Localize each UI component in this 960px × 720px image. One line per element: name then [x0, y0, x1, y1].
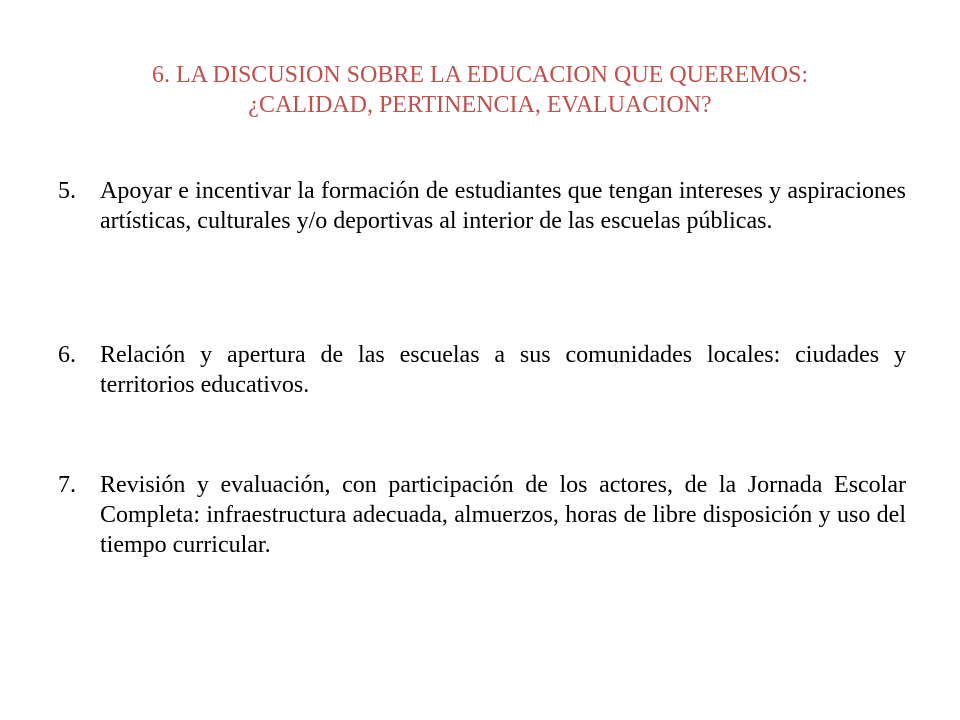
list-item: [58, 470, 906, 560]
slide-title-line-1: 6. LA DISCUSION SOBRE LA EDUCACION QUE QUEREMOS:: [151, 62, 809, 88]
list-item-text: Relación y apertura de las escuelas a sus comunidades locales: ciudades y territorios educativos.: [100, 342, 906, 398]
list-item-text: Revisión y evaluación, con participación de los actores, de la Jornada Escolar Completa: infraestructura adecuada, almuerzos, horas de libre disposición y uso del tiempo curricular.: [100, 472, 906, 558]
list-item-number: 5.: [58, 178, 76, 204]
list-item: [58, 340, 906, 400]
list-item-number: 6.: [58, 342, 76, 368]
list-item-number: 7.: [58, 472, 76, 498]
list-item-text: Apoyar e incentivar la formación de estudiantes que tengan intereses y aspiraciones artísticas, culturales y/o deportivas al interior de las escuelas públicas.: [100, 178, 906, 234]
list-item: [58, 176, 906, 236]
slide-title: [60, 60, 900, 120]
slide-title-line-2: ¿CALIDAD, PERTINENCIA, EVALUACION?: [248, 92, 712, 118]
